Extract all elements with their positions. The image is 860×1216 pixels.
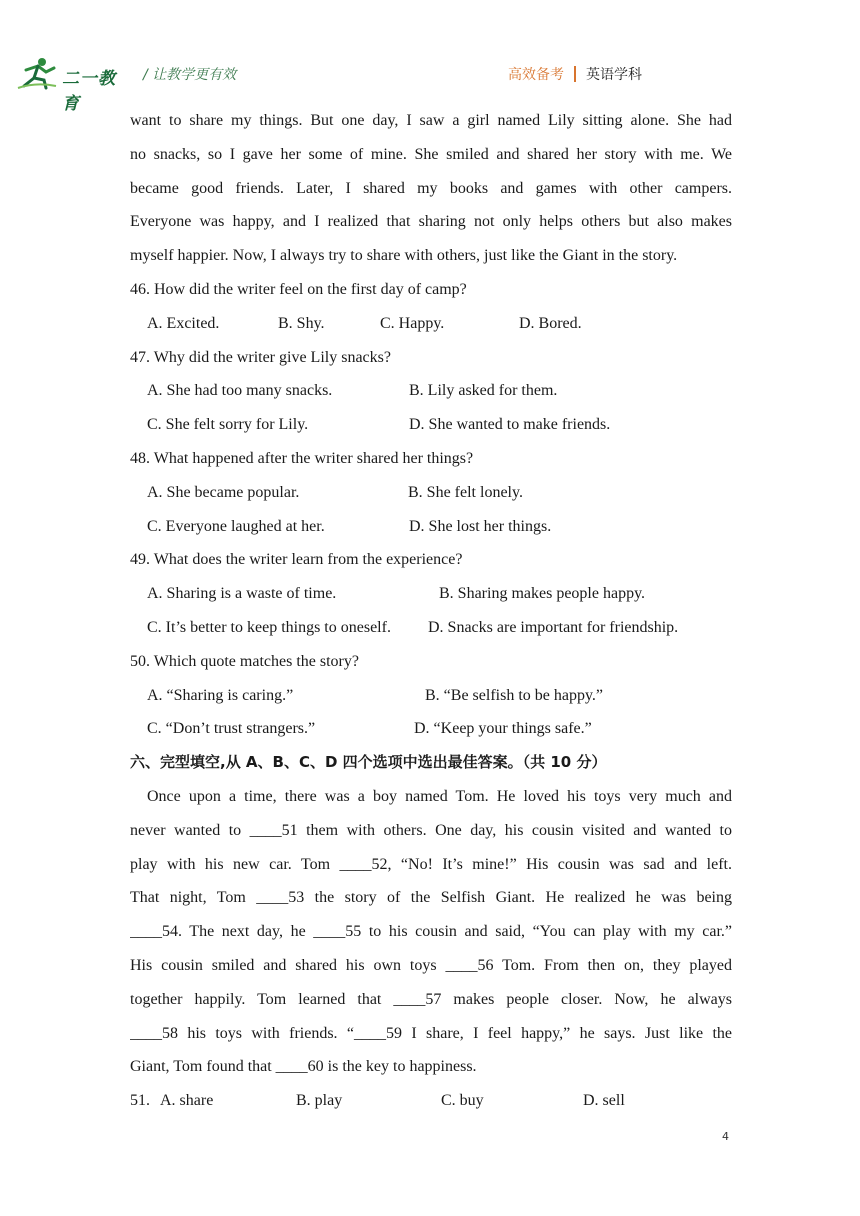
page-header <box>0 0 860 114</box>
option-d: D. Snacks are important for friendship. <box>428 618 679 636</box>
option-row <box>130 374 732 408</box>
question-stem: 50. Which quote matches the story? <box>130 652 359 670</box>
header-label-subject: 英语学科 <box>586 67 642 83</box>
passage-tail <box>130 104 732 273</box>
page-content <box>130 104 732 1118</box>
page-number: 4 <box>722 1130 729 1143</box>
cloze-passage <box>130 780 732 1084</box>
question-stem: 48. What happened after the writer shared her things? <box>130 449 474 467</box>
question-49 <box>130 543 732 644</box>
passage-line: Everyone was happy, and I realized that sharing not only helps others but also makes <box>130 213 732 231</box>
passage-line: ____54. The next day, he ____55 to his cousin and said, “You can play with my car.” <box>130 923 732 941</box>
question-stem: 46. How did the writer feel on the first day of camp? <box>130 280 467 298</box>
passage-line: together happily. Tom learned that ____57 makes people closer. Now, he always <box>130 990 732 1008</box>
option-a: A. She became popular. <box>147 483 300 501</box>
passage-line: Once upon a time, there was a boy named Tom. He loved his toys very much and <box>147 787 732 805</box>
header-divider <box>574 66 576 82</box>
section-heading: 六、完型填空,从 A、B、C、D 四个选项中选出最佳答案。（共 10 分） <box>130 753 607 772</box>
option-row <box>130 712 732 746</box>
option-d: D. sell <box>583 1092 625 1110</box>
question-51-options <box>130 1084 732 1118</box>
logo-text: 二一教育 <box>62 69 116 114</box>
passage-line: Giant, Tom found that ____60 is the key to happiness. <box>130 1058 477 1076</box>
option-c: C. Everyone laughed at her. <box>147 517 325 535</box>
option-row <box>130 679 732 713</box>
passage-line: That night, Tom ____53 the story of the Selfish Giant. He realized he was being <box>130 889 732 907</box>
passage-line: never wanted to ____51 them with others. One day, his cousin visited and wanted to <box>130 821 732 839</box>
option-c: C. “Don’t trust strangers.” <box>147 720 316 738</box>
header-label-exam: 高效备考 <box>508 67 564 83</box>
option-d: D. She wanted to make friends. <box>409 416 611 434</box>
option-c: C. She felt sorry for Lily. <box>147 416 309 434</box>
option-b: B. She felt lonely. <box>408 483 523 501</box>
option-c: C. Happy. <box>380 314 445 332</box>
passage-line: ____58 his toys with friends. “____59 I share, I feel happy,” he says. Just like the <box>130 1024 732 1042</box>
option-b: B. “Be selfish to be happy.” <box>425 686 604 704</box>
option-a: A. Sharing is a waste of time. <box>147 585 337 603</box>
passage-line: His cousin smiled and shared his own toys ____56 Tom. From then on, they played <box>130 956 732 974</box>
option-b: B. Shy. <box>278 314 325 332</box>
option-b: B. Sharing makes people happy. <box>439 585 646 603</box>
passage-line: became good friends. Later, I shared my books and games with other campers. <box>130 179 732 197</box>
runner-logo-icon <box>16 56 64 90</box>
passage-line: want to share my things. But one day, I saw a girl named Lily sitting alone. She had <box>130 112 732 129</box>
option-c: C. buy <box>441 1092 484 1110</box>
option-d: D. Bored. <box>519 314 582 332</box>
option-row <box>130 611 732 645</box>
option-a: A. “Sharing is caring.” <box>147 686 294 704</box>
option-row <box>130 577 732 611</box>
question-47 <box>130 341 732 442</box>
passage-line: myself happier. Now, I always try to share with others, just like the Giant in the story. <box>130 247 678 265</box>
option-a: A. Excited. <box>147 314 220 332</box>
question-48 <box>130 442 732 543</box>
question-stem: 49. What does the writer learn from the experience? <box>130 551 463 569</box>
passage-line: play with his new car. Tom ____52, “No! It’s mine!” His cousin was sad and left. <box>130 855 732 873</box>
slogan: / 让教学更有效 <box>143 67 237 83</box>
option-row <box>130 476 732 510</box>
option-row <box>130 307 732 341</box>
option-c: C. It’s better to keep things to oneself. <box>147 618 391 636</box>
option-row <box>130 510 732 544</box>
option-b: B. play <box>296 1092 343 1110</box>
question-stem: 47. Why did the writer give Lily snacks? <box>130 348 391 366</box>
header-subject <box>508 64 642 84</box>
option-b: B. Lily asked for them. <box>409 382 558 400</box>
option-a: A. share <box>160 1092 214 1110</box>
site-logo <box>16 56 128 114</box>
question-50 <box>130 645 732 746</box>
question-46 <box>130 273 732 341</box>
option-d: D. “Keep your things safe.” <box>414 720 592 738</box>
option-a: A. She had too many snacks. <box>147 382 333 400</box>
question-number: 51. <box>130 1092 150 1110</box>
passage-line: no snacks, so I gave her some of mine. She smiled and shared her story with me. We <box>130 145 732 163</box>
option-row <box>130 408 732 442</box>
option-d: D. She lost her things. <box>409 517 552 535</box>
